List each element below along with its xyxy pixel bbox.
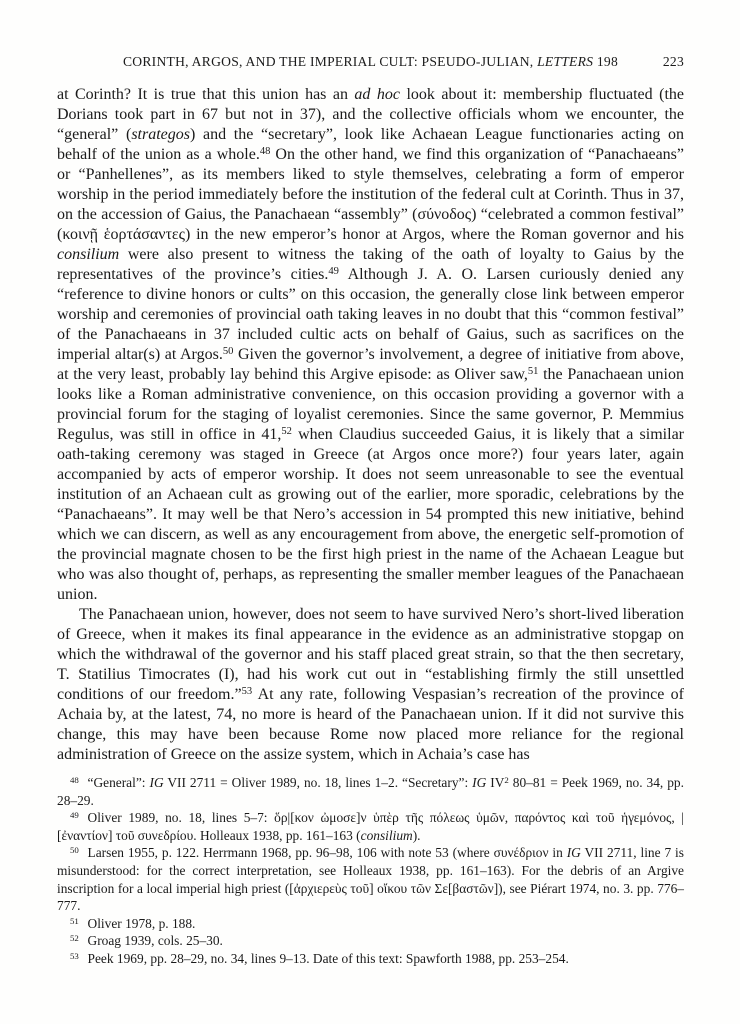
footnote-number: 53 bbox=[70, 950, 79, 961]
footnote-number: 48 bbox=[70, 775, 79, 786]
body-text bbox=[57, 85, 684, 765]
italic-term: ad hoc bbox=[354, 86, 400, 103]
footnote-ref: 48 bbox=[259, 146, 271, 158]
footnote: $^{52}$ Groag 1939, cols. 25–30. bbox=[70, 933, 223, 949]
footnote: $^{48}$ “General”: IG VII 2711 = Oliver 1989, no. 18, lines 1–2. “Secretary”: IG IV$^2$ 80–81 = Peek 1969, no. 34, pp. 28–29. bbox=[57, 775, 684, 808]
footnote-ref: 49 bbox=[328, 266, 339, 278]
footnote-ref: 52 bbox=[281, 426, 292, 438]
text-column bbox=[57, 54, 684, 968]
footnote-ref: 53 bbox=[241, 686, 253, 698]
page-number: 223 bbox=[662, 54, 684, 69]
italic-term: LETTERS bbox=[537, 54, 594, 69]
footnote-number: 49 bbox=[70, 810, 79, 821]
footnote: $^{53}$ Peek 1969, pp. 28–29, no. 34, lines 9–13. Date of this text: Spawforth 1988, pp. 253–254. bbox=[70, 950, 569, 966]
footnote-ref: 2 bbox=[504, 775, 509, 786]
footnote-number: 52 bbox=[70, 933, 79, 944]
running-head bbox=[57, 54, 684, 70]
italic-term: IG bbox=[472, 775, 487, 790]
italic-term: IG bbox=[149, 775, 164, 790]
running-head-title: CORINTH, ARGOS, AND THE IMPERIAL CULT: PSEUDO-JULIAN, LETTERS 198 bbox=[122, 54, 619, 69]
footnote-number: 51 bbox=[70, 915, 79, 926]
italic-term: consilium bbox=[57, 246, 120, 263]
italic-term: strategos bbox=[131, 126, 190, 143]
body-paragraph: at Corinth? It is true that this union has an ad hoc look about it: membership fluctuated (the Dorians took part in 67 but not in 37), and the collective officials whom we encounter, the “general” (strategos) and the “secretary”, look like Achaean League functionaries acting on behalf of the union as a whole.$^{48}$ On the other hand, we find this organization of “Panachaeans” or “Panhellenes”, as its members liked to style themselves, celebrating a form of emperor worship in the period immediately before the institution of the federal cult at Corinth. Thus in 37, on the accession of Gaius, the Panachaean “assembly” (σύνοδος) “celebrated a common festival” (κοινῇ ἑορτάσαντες) in the new emperor’s honor at Argos, where the Roman governor and his consilium were also present to witness the taking of the oath of loyalty to Gaius by the representatives of the province’s cities.$^{49}$ Although J. A. O. Larsen curiously denied any “reference to divine honors or cults” on this occasion, the generally close link between emperor worship and ceremonies of provincial oath taking leaves in no doubt that this “common festival” of the Panachaeans in 37 included cultic acts on behalf of Gaius, such as sacrifices on the imperial altar(s) at Argos.$^{50}$ Given the governor’s involvement, a degree of initiative from above, at the very least, probably lay behind this Argive episode: as Oliver saw,$^{51}$ the Panachaean union looks like a Roman administrative convenience, on this occasion providing a governor with a provincial forum for the staging of loyalist ceremonies. Since the same governor, P. Memmius Regulus, was still in office in 41,52 when Claudius succeeded Gaius, it is likely that a similar oath-taking ceremony was staged in Greece (at Argos once more?) four years later, again accompanied by acts of emperor worship. It does not seem unreasonable to see the eventual institution of an Achaean cult as growing out of the earlier, more sporadic, celebrations by the “Panachaeans”. It may well be that Nero’s accession in 54 prompted this new initiative, behind which we can discern, as well as any encouragement from above, the energetic self-promotion of the provincial magnate chosen to be the first high priest in the name of the Achaean League but who was also thought of, perhaps, as representing the smaller member leagues of the Panachaean union. bbox=[57, 86, 685, 603]
italic-term: consilium bbox=[360, 827, 413, 843]
footnotes bbox=[57, 774, 684, 968]
footnote: $^{51}$ Oliver 1978, p. 188. bbox=[70, 915, 196, 931]
footnote-number: 50 bbox=[70, 845, 79, 856]
footnote: $^{49}$ Oliver 1989, no. 18, lines 5–7: ὅρ|[κον ὠμοσε]ν ὑπὲρ τῆς πόλεως ὑμῶν, παρόντος καὶ τοῦ ἡγεμόνος, |[ἐναντίον] τοῦ συνεδρίου. Holleaux 1938, pp. 161–163 (consilium). bbox=[57, 810, 684, 843]
footnote: $^{50}$ Larsen 1955, p. 122. Herrmann 1968, pp. 96–98, 106 with note 53 (where συνέδριον in IG VII 2711, line 7 is misunderstood: for the correct interpretation, see Holleaux 1938, pp. 161–163). For the debris of an Argive inscription for a local imperial high priest ([ἀρχιερεὺς τοῦ] οἴκου τῶν Σε[βαστῶν]), see Piérart 1974, no. 3. pp. 776–777. bbox=[57, 845, 684, 914]
italic-term: IG bbox=[566, 845, 581, 861]
footnote-ref: 50 bbox=[222, 346, 234, 358]
footnote-ref: 51 bbox=[527, 366, 539, 378]
body-paragraph: The Panachaean union, however, does not seem to have survived Nero’s short-lived liberation of Greece, when it makes its final appearance in the evidence as an administrative stopgap on which the withdrawal of the governor and his staff placed great strain, so that the then secretary, T. Statilius Timocrates (I), had his work cut out in “establishing firmly the still unsettled conditions of our freedom.”$^{53}$ At any rate, following Vespasian’s recreation of the province of Achaia by, at the latest, 74, no more is heard of the Panachaean union. If it did not survive this change, this may have been because Rome now placed more reliance for the regional administration of Greece on the assize system, which in Achaia’s case has bbox=[57, 606, 684, 763]
